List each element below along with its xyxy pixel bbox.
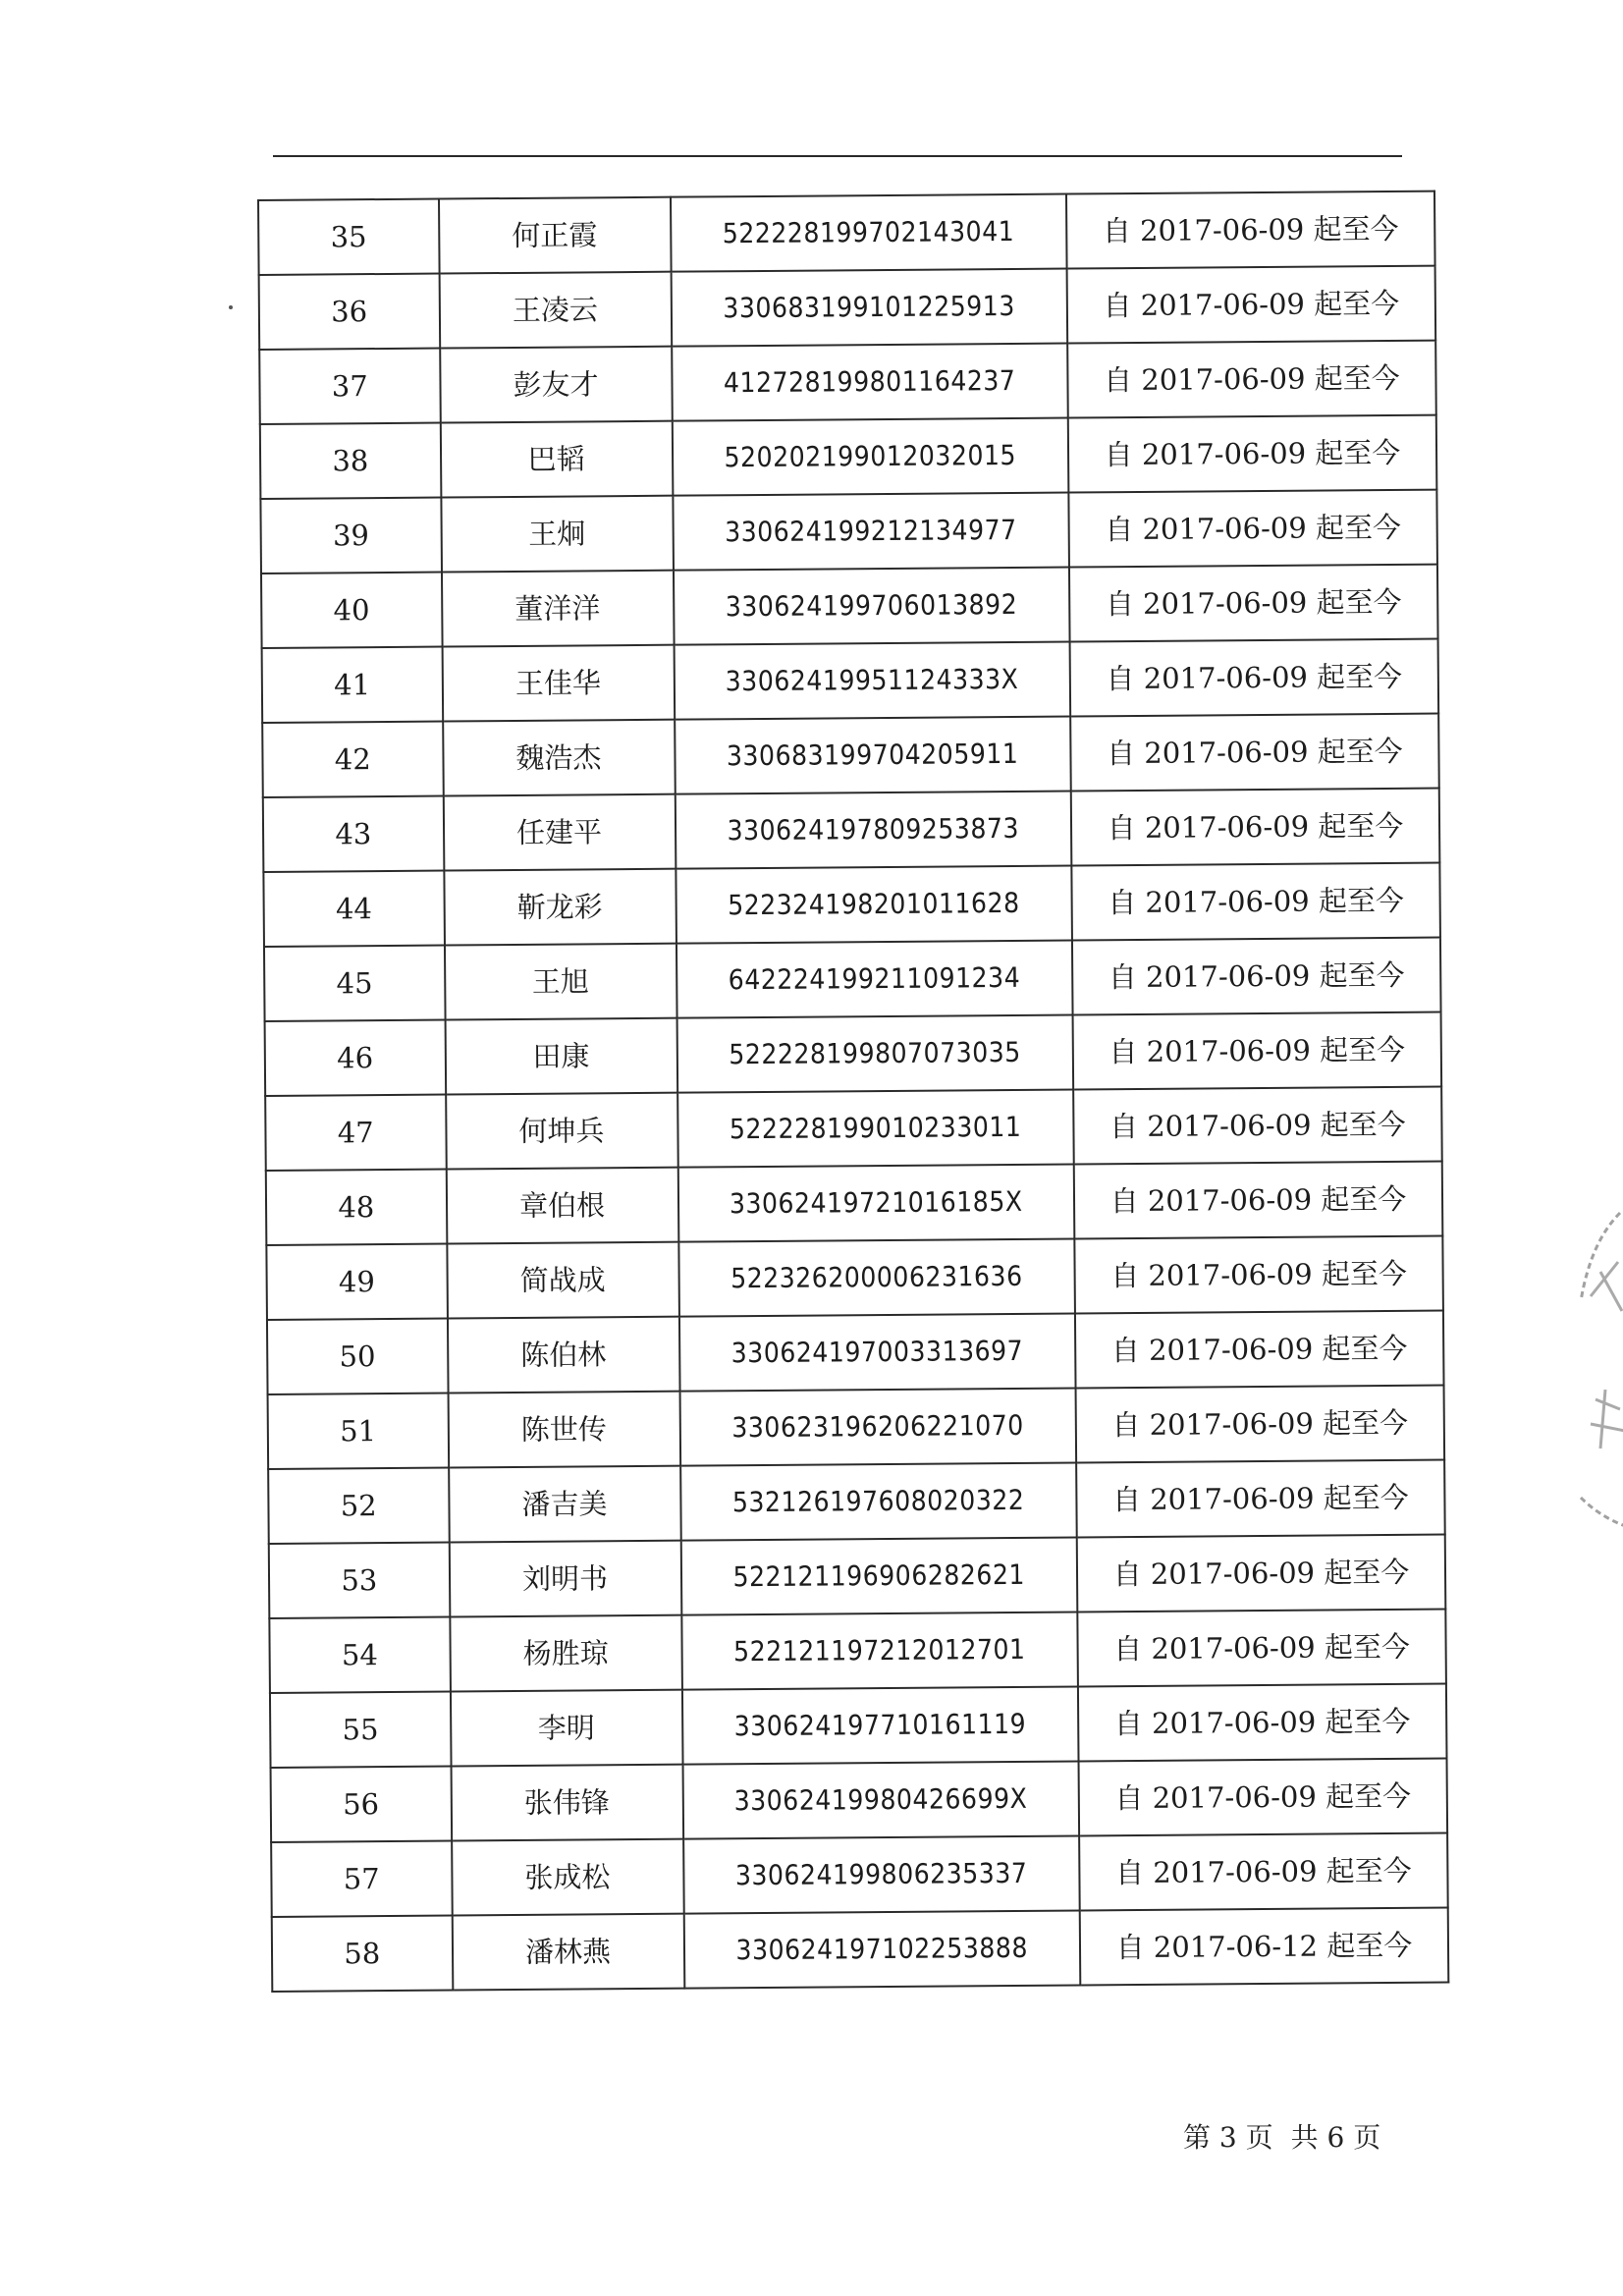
row-seq-cell: 49 — [266, 1244, 447, 1320]
table-row — [258, 191, 1435, 275]
row-name-cell: 魏浩杰 — [443, 720, 676, 796]
row-id-number-cell: 522228199807073035 — [676, 1015, 1073, 1093]
row-seq-cell: 39 — [260, 498, 441, 574]
row-name-cell: 靳龙彩 — [444, 869, 676, 946]
row-period-cell: 自 2017-06-09 起至今 — [1077, 1535, 1446, 1613]
table-row — [268, 1386, 1445, 1469]
row-name-cell: 田康 — [445, 1018, 677, 1095]
table-row — [261, 565, 1438, 648]
row-seq-cell: 42 — [262, 722, 443, 797]
row-seq-cell: 56 — [271, 1767, 452, 1842]
row-seq-cell: 45 — [264, 946, 445, 1021]
row-name-cell: 张成松 — [452, 1839, 684, 1916]
row-period-cell: 自 2017-06-09 起至今 — [1073, 1087, 1442, 1165]
row-seq-cell: 40 — [261, 573, 442, 648]
page-number-current: 第 3 页 — [1183, 2121, 1273, 2154]
row-name-cell: 王旭 — [445, 944, 677, 1020]
row-id-number-cell: 330624199212134977 — [673, 493, 1069, 571]
row-name-cell: 任建平 — [443, 794, 676, 871]
table-row — [260, 415, 1437, 499]
row-name-cell: 何正霞 — [439, 197, 672, 274]
table-row — [267, 1311, 1444, 1394]
row-period-cell: 自 2017-06-09 起至今 — [1066, 266, 1435, 344]
row-period-cell: 自 2017-06-09 起至今 — [1075, 1386, 1444, 1463]
row-name-cell: 陈伯林 — [447, 1317, 679, 1394]
row-id-number-cell: 532126197608020322 — [680, 1462, 1077, 1540]
row-seq-cell: 38 — [260, 423, 441, 499]
row-period-cell: 自 2017-06-09 起至今 — [1077, 1610, 1446, 1687]
row-period-cell: 自 2017-06-09 起至今 — [1078, 1684, 1447, 1762]
table-row — [263, 789, 1440, 872]
row-name-cell: 彭友才 — [440, 347, 673, 423]
row-name-cell: 董洋洋 — [442, 571, 675, 647]
table-row — [266, 1162, 1443, 1245]
roster-table-body — [258, 191, 1448, 1992]
row-period-cell: 自 2017-06-09 起至今 — [1069, 639, 1438, 717]
row-name-cell: 王凌云 — [439, 272, 672, 349]
table-row — [272, 1908, 1449, 1992]
table-row — [262, 714, 1439, 797]
row-seq-cell: 54 — [269, 1617, 450, 1693]
row-seq-cell: 36 — [259, 274, 440, 350]
row-period-cell: 自 2017-06-09 起至今 — [1069, 565, 1438, 642]
row-seq-cell: 48 — [266, 1170, 447, 1245]
row-period-cell: 自 2017-06-09 起至今 — [1075, 1311, 1444, 1389]
row-id-number-cell: 412728199801164237 — [672, 344, 1068, 421]
row-id-number-cell: 330624199806235337 — [683, 1835, 1080, 1913]
row-name-cell: 王佳华 — [442, 645, 675, 722]
table-row — [268, 1460, 1445, 1544]
row-seq-cell: 43 — [263, 796, 444, 872]
row-id-number-cell: 330624197710161119 — [681, 1686, 1078, 1764]
row-name-cell: 张伟锋 — [451, 1765, 683, 1841]
row-id-number-cell: 33062419980426699X — [682, 1761, 1079, 1838]
row-seq-cell: 51 — [268, 1394, 449, 1469]
row-id-number-cell: 522121197212012701 — [681, 1612, 1078, 1689]
row-name-cell: 巴韬 — [440, 421, 673, 498]
row-seq-cell: 55 — [270, 1692, 451, 1768]
row-id-number-cell: 522228199010233011 — [677, 1090, 1074, 1168]
row-name-cell: 潘吉美 — [449, 1466, 681, 1543]
row-id-number-cell: 33062419721016185X — [677, 1164, 1074, 1241]
partial-seal-stamp — [1561, 1203, 1623, 1537]
row-seq-cell: 47 — [265, 1095, 446, 1171]
row-id-number-cell: 522324198201011628 — [676, 866, 1072, 944]
row-period-cell: 自 2017-06-12 起至今 — [1080, 1908, 1449, 1986]
row-id-number-cell: 330624199706013892 — [673, 568, 1069, 645]
row-id-number-cell: 330624197003313697 — [678, 1313, 1075, 1391]
table-row — [265, 1012, 1442, 1096]
row-period-cell: 自 2017-06-09 起至今 — [1068, 490, 1437, 568]
row-name-cell: 李明 — [450, 1690, 682, 1767]
row-name-cell: 章伯根 — [446, 1168, 678, 1244]
row-id-number-cell: 330624197102253888 — [683, 1910, 1080, 1988]
scan-speck — [229, 305, 233, 309]
row-name-cell: 王炯 — [441, 496, 674, 573]
row-id-number-cell: 33062419951124333X — [674, 642, 1070, 720]
row-seq-cell: 46 — [265, 1020, 446, 1096]
row-period-cell: 自 2017-06-09 起至今 — [1076, 1460, 1445, 1538]
table-row — [259, 266, 1436, 350]
row-name-cell: 杨胜琼 — [450, 1615, 682, 1692]
row-seq-cell: 44 — [263, 871, 444, 947]
row-seq-cell: 50 — [267, 1319, 448, 1394]
row-period-cell: 自 2017-06-09 起至今 — [1066, 191, 1435, 269]
table-row — [264, 938, 1441, 1021]
row-period-cell: 自 2017-06-09 起至今 — [1074, 1236, 1443, 1314]
table-row — [271, 1833, 1448, 1917]
row-id-number-cell: 642224199211091234 — [676, 941, 1072, 1018]
header-rule — [273, 155, 1402, 157]
row-name-cell: 潘林燕 — [452, 1914, 684, 1991]
table-row — [269, 1610, 1446, 1693]
row-period-cell: 自 2017-06-09 起至今 — [1067, 341, 1436, 418]
row-seq-cell: 57 — [271, 1840, 452, 1916]
row-name-cell: 何坤兵 — [446, 1093, 678, 1170]
row-period-cell: 自 2017-06-09 起至今 — [1068, 415, 1437, 493]
row-seq-cell: 52 — [268, 1468, 449, 1544]
table-row — [270, 1684, 1447, 1768]
row-period-cell: 自 2017-06-09 起至今 — [1070, 714, 1439, 792]
row-period-cell: 自 2017-06-09 起至今 — [1072, 938, 1441, 1015]
row-seq-cell: 37 — [259, 349, 440, 424]
table-row — [260, 490, 1437, 574]
row-name-cell: 刘明书 — [449, 1541, 681, 1617]
row-id-number-cell: 522228199702143041 — [670, 194, 1066, 272]
row-id-number-cell: 330623196206221070 — [679, 1388, 1076, 1465]
row-period-cell: 自 2017-06-09 起至今 — [1074, 1162, 1443, 1239]
row-seq-cell: 41 — [262, 647, 443, 723]
row-seq-cell: 58 — [272, 1915, 453, 1991]
page-number-total: 共 6 页 — [1290, 2121, 1381, 2154]
row-name-cell: 陈世传 — [448, 1392, 680, 1468]
row-id-number-cell: 330683199101225913 — [671, 269, 1067, 347]
row-period-cell: 自 2017-06-09 起至今 — [1079, 1833, 1448, 1911]
table-row — [266, 1236, 1443, 1320]
page-footer — [1183, 2116, 1380, 2156]
roster-table — [257, 191, 1449, 1993]
row-id-number-cell: 330683199704205911 — [675, 717, 1071, 794]
table-row — [263, 863, 1440, 947]
row-id-number-cell: 522326200006231636 — [678, 1238, 1075, 1316]
row-id-number-cell: 520202199012032015 — [672, 418, 1068, 496]
table-row — [265, 1087, 1442, 1171]
row-id-number-cell: 522121196906282621 — [680, 1537, 1077, 1614]
row-period-cell: 自 2017-06-09 起至今 — [1078, 1759, 1447, 1836]
row-seq-cell: 53 — [269, 1543, 450, 1618]
table-row — [269, 1535, 1446, 1618]
table-row — [262, 639, 1439, 723]
row-period-cell: 自 2017-06-09 起至今 — [1072, 1012, 1441, 1090]
row-seq-cell: 35 — [258, 199, 439, 275]
row-period-cell: 自 2017-06-09 起至今 — [1071, 789, 1440, 866]
table-row — [271, 1759, 1448, 1842]
row-id-number-cell: 330624197809253873 — [675, 792, 1071, 869]
row-name-cell: 简战成 — [447, 1242, 679, 1319]
row-period-cell: 自 2017-06-09 起至今 — [1071, 863, 1440, 941]
table-row — [259, 341, 1436, 424]
